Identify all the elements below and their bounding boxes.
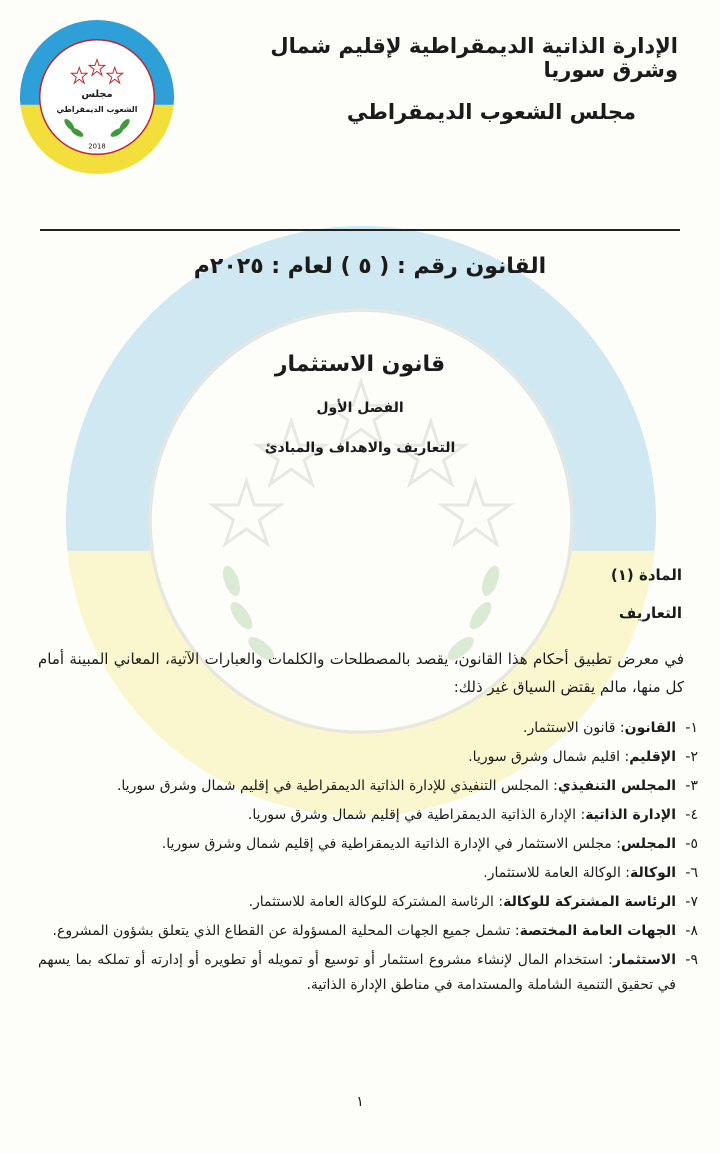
svg-text:الشعوب الديمقراطي: الشعوب الديمقراطي	[56, 104, 138, 114]
header-divider	[40, 229, 680, 231]
law-title: قانون الاستثمار	[274, 352, 446, 377]
list-item: ٤- الإدارة الذاتية: الإدارة الذاتية الديمقراطية في إقليم شمال وشرق سوريا.	[247, 807, 698, 823]
list-item: ٨- الجهات العامة المختصة: تشمل جميع الجهات المحلية المسؤولة عن القطاع الذي يتعلق بشؤون المشروع.	[52, 923, 698, 939]
article-heading: المادة (١)	[610, 566, 682, 584]
definitions-heading: التعاريف	[618, 604, 682, 622]
list-item: ٧- الرئاسة المشتركة للوكالة: الرئاسة المشتركة للوكالة العامة للاستثمار.	[248, 894, 698, 910]
list-item: ٩- الاستثمار: استخدام المال لإنشاء مشروع استثمار أو توسيع أو تمويله أو تطويره أو إدارته أو تملكه بما يسهم في تحقيق التنمية الشاملة والمستدامة في مناطق الإدارة الذاتية.	[38, 952, 698, 993]
list-item: ٢- الإقليم: اقليم شمال وشرق سوريا.	[468, 749, 698, 765]
law-number: القانون رقم : ( ٥ ) لعام : ٢٠٢٥م	[193, 254, 547, 279]
council-header: مجلس الشعوب الديمقراطي	[346, 100, 636, 124]
chapter-subtitle: التعاريف والاهداف والمبادئ	[264, 440, 456, 456]
list-item: ١- القانون: قانون الاستثمار.	[523, 720, 698, 736]
svg-text:2018: 2018	[88, 142, 106, 151]
page-number: ١	[356, 1094, 364, 1110]
list-item: ٣- المجلس التنفيذي: المجلس التنفيذي للإدارة الذاتية الديمقراطية في إقليم شمال وشرق سوريا.	[116, 778, 698, 794]
list-item: ٥- المجلس: مجلس الاستثمار في الإدارة الذاتية الديمقراطية في إقليم شمال وشرق سوريا.	[161, 836, 698, 852]
definitions-list	[38, 716, 698, 1002]
council-seal-logo	[18, 18, 176, 176]
org-header: الإدارة الذاتية الديمقراطية لإقليم شمال وشرق سوريا	[270, 34, 678, 82]
chapter-heading: الفصل الأول	[316, 400, 404, 416]
article-intro: في معرض تطبيق أحكام هذا القانون، يقصد بالمصطلحات والكلمات والعبارات الآتية، المعاني المبينة أمام كل منها، مالم يقتض السياق غير ذلك:	[38, 650, 684, 696]
svg-text:مجلس: مجلس	[81, 89, 113, 101]
list-item: ٦- الوكالة: الوكالة العامة للاستثمار.	[483, 865, 698, 881]
